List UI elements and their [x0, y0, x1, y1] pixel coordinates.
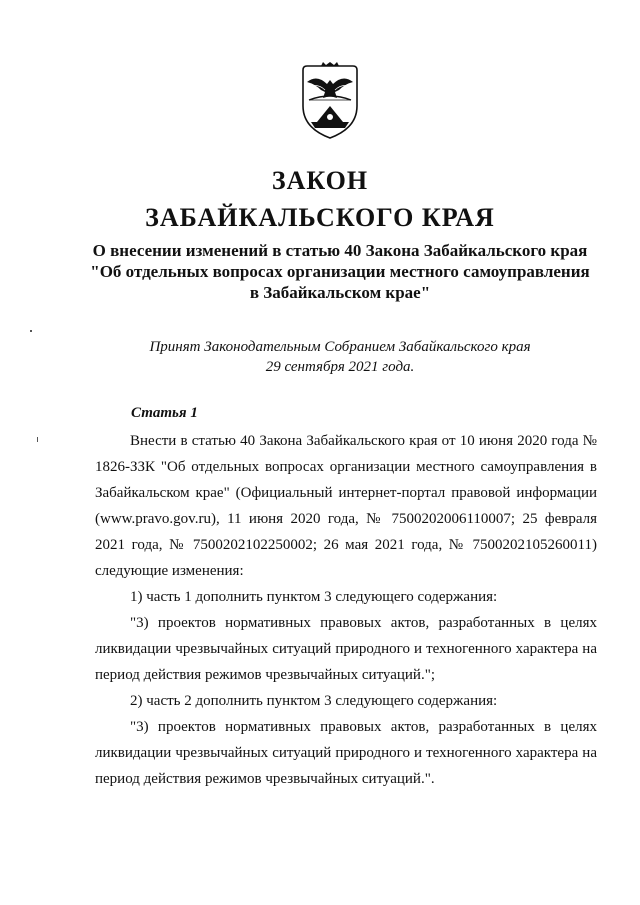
- scan-speck: [30, 330, 32, 332]
- subtitle-line: в Забайкальском крае": [249, 283, 431, 302]
- adoption-note: [100, 337, 580, 377]
- article-body: [95, 428, 597, 792]
- law-subtitle: [70, 240, 610, 303]
- paragraph: 1) часть 1 дополнить пунктом 3 следующего содержания:: [130, 589, 498, 605]
- adoption-date: 29 сентября 2021 года.: [265, 359, 415, 375]
- paragraph: Внести в статью 40 Закона Забайкальского края от 10 июня 2020 года № 1826-ЗЗК "Об отдельных вопросах организации местного самоуправления в Забайкальском крае" (Официальный интернет-портал правовой информации (www.pravo.gov.ru), 11 июня 2020 года, № 7500202006110007; 25 февраля 2021 года, № 7500202102250002; 26 мая 2021 года, № 7500202105260011) следующие изменения:: [95, 433, 597, 579]
- coat-of-arms-emblem: [297, 62, 363, 140]
- document-title-law: ЗАКОН: [271, 166, 369, 195]
- adoption-line: Принят Законодательным Собранием Забайкальского края: [149, 339, 531, 355]
- article-heading: Статья 1: [131, 405, 198, 421]
- paragraph: 2) часть 2 дополнить пунктом 3 следующего содержания:: [130, 693, 498, 709]
- paragraph: "3) проектов нормативных правовых актов, разработанных в целях ликвидации чрезвычайных ситуаций природного и техногенного характера на период действия режимов чрезвычайных ситуаций.".: [95, 719, 597, 787]
- scan-speck: [37, 437, 38, 442]
- document-title-region: ЗАБАЙКАЛЬСКОГО КРАЯ: [145, 203, 495, 232]
- subtitle-line: "Об отдельных вопросах организации местного самоуправления: [90, 262, 590, 281]
- paragraph: "3) проектов нормативных правовых актов, разработанных в целях ликвидации чрезвычайных ситуаций природного и техногенного характера на период действия режимов чрезвычайных ситуаций.";: [95, 615, 597, 683]
- subtitle-line: О внесении изменений в статью 40 Закона Забайкальского края: [92, 241, 588, 260]
